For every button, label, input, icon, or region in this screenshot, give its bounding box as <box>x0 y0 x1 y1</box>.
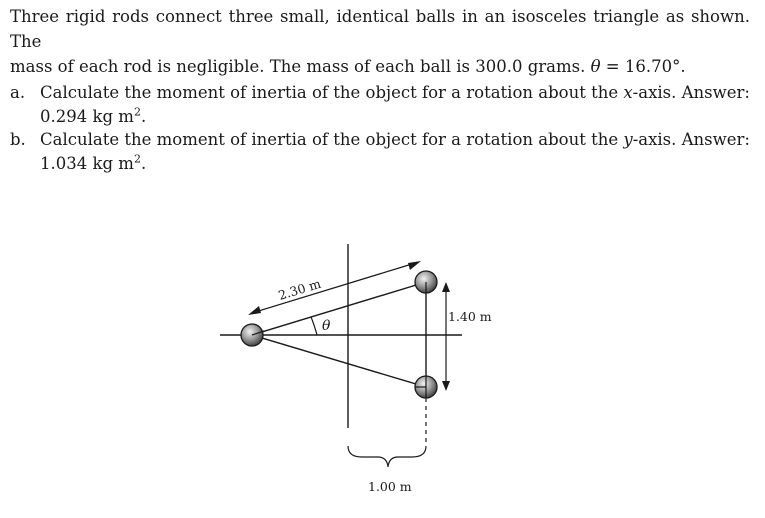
part-b-label: b. <box>10 130 26 149</box>
theta-symbol: θ <box>590 57 601 76</box>
arrowhead-right <box>408 261 421 270</box>
part-b-axis: y <box>623 130 633 149</box>
ball-bottom <box>415 376 437 398</box>
part-b-answer-exponent: 2 <box>133 152 141 166</box>
arrowhead-up <box>442 282 450 292</box>
rod-length-label: 2.30 m <box>276 275 323 303</box>
part-a-label: a. <box>10 83 26 102</box>
intro-line-2: mass of each rod is negligible. The mass of each ball is 300.0 grams. <box>10 57 586 76</box>
part-b-question: Calculate the moment of inertia of the object for a rotation about the <box>40 130 624 149</box>
part-b-answer-end: . <box>140 154 147 173</box>
part-a-answer: 0.294 kg m <box>40 107 134 126</box>
rod-lower <box>252 335 426 387</box>
horizontal-brace <box>348 446 426 467</box>
horizontal-dimension-label: 1.00 m <box>368 479 412 494</box>
part-b-question-end: -axis. Answer: <box>632 130 750 149</box>
intro-line-1: Three rigid rods connect three small, identical balls in an isosceles triangle as shown. The <box>10 7 750 51</box>
part-a-axis: x <box>623 83 633 102</box>
part-b-answer: 1.034 kg m <box>40 154 134 173</box>
vertical-dimension-label: 1.40 m <box>448 309 492 324</box>
part-a-question: Calculate the moment of inertia of the object for a rotation about the <box>40 83 624 102</box>
theta-value: = 16.70°. <box>600 57 686 76</box>
ball-top <box>415 271 437 293</box>
part-a-question-end: -axis. Answer: <box>632 83 750 102</box>
part-a-answer-end: . <box>140 107 147 126</box>
arrowhead-down <box>442 381 450 391</box>
part-a-answer-exponent: 2 <box>133 105 141 119</box>
theta-label: θ <box>322 318 331 334</box>
arrowhead-left <box>248 306 261 315</box>
ball-left <box>241 324 264 346</box>
angle-arc <box>311 317 317 335</box>
